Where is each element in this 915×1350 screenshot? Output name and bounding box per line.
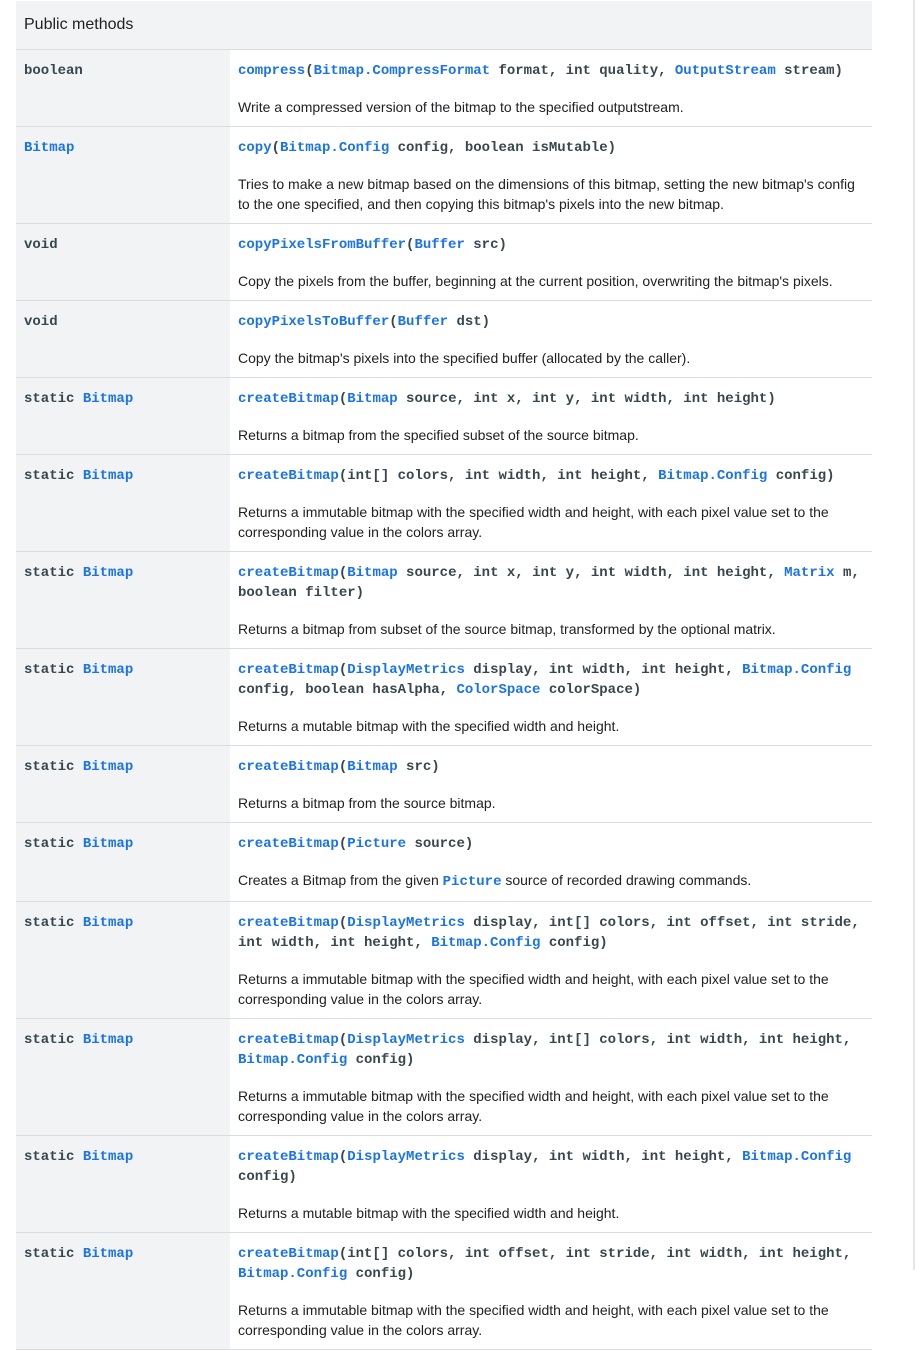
description-text: Returns a bitmap from the source bitmap. xyxy=(238,794,496,811)
signature-text: ( xyxy=(389,313,398,330)
return-type-text: void xyxy=(24,313,58,330)
signature-text: display, int width, int height, xyxy=(464,661,743,678)
signature-text: ( xyxy=(305,62,314,79)
description-text: Returns a immutable bitmap with the specified width and height, with each pixel value set to the corresponding value in the colors array. xyxy=(238,1087,829,1124)
bitmap-config-link[interactable]: Bitmap.Config xyxy=(658,467,768,484)
method-cell xyxy=(230,1135,872,1232)
method-description xyxy=(238,793,864,813)
description-text: Returns a bitmap from the specified subset of the source bitmap. xyxy=(238,426,639,443)
method-signature xyxy=(238,312,864,332)
bitmap-link[interactable]: Bitmap xyxy=(82,564,134,581)
method-cell xyxy=(230,551,872,648)
method-row xyxy=(16,49,872,126)
method-row xyxy=(16,822,872,901)
signature-text: ( xyxy=(338,758,348,775)
return-type-text: boolean xyxy=(24,62,83,79)
displaymetrics-link[interactable]: DisplayMetrics xyxy=(347,914,465,931)
method-row xyxy=(16,745,872,822)
bitmap-link[interactable]: Bitmap xyxy=(82,1031,134,1048)
method-description xyxy=(238,271,864,291)
signature-text: ( xyxy=(338,835,348,852)
method-signature xyxy=(238,563,864,603)
createbitmap-link[interactable]: createBitmap xyxy=(238,1245,339,1262)
bitmap-config-link[interactable]: Bitmap.Config xyxy=(280,139,390,156)
return-type-cell xyxy=(16,1018,230,1135)
compress-link[interactable]: compress xyxy=(238,62,306,79)
description-text: source of recorded drawing commands. xyxy=(501,871,752,888)
bitmap-link[interactable]: Bitmap xyxy=(347,390,398,407)
method-signature xyxy=(238,913,864,953)
bitmap-link[interactable]: Bitmap xyxy=(82,758,134,775)
return-type-cell xyxy=(16,551,230,648)
method-cell xyxy=(230,377,872,454)
colorspace-link[interactable]: ColorSpace xyxy=(456,681,541,698)
return-type-text: static xyxy=(24,390,83,407)
method-signature xyxy=(238,1030,864,1070)
method-cell xyxy=(230,648,872,745)
bitmap-link[interactable]: Bitmap xyxy=(82,661,134,678)
method-signature xyxy=(238,235,864,255)
return-type-cell xyxy=(16,126,230,223)
description-text: Returns a immutable bitmap with the specified width and height, with each pixel value set to the corresponding value in the colors array. xyxy=(238,503,829,540)
return-type-cell xyxy=(16,648,230,745)
signature-text: config) xyxy=(347,1051,415,1068)
signature-text: src) xyxy=(397,758,440,775)
signature-text: (int[] colors, int offset, int stride, int width, int height, xyxy=(338,1245,852,1262)
method-row xyxy=(16,377,872,454)
bitmap-link[interactable]: Bitmap xyxy=(82,467,134,484)
public-methods-table xyxy=(16,1,872,1350)
displaymetrics-link[interactable]: DisplayMetrics xyxy=(347,1148,465,1165)
method-cell xyxy=(230,822,872,901)
table-title: Public methods xyxy=(16,1,872,49)
bitmap-link[interactable]: Bitmap xyxy=(82,390,134,407)
method-description xyxy=(238,174,864,214)
bitmap-config-link[interactable]: Bitmap.Config xyxy=(431,934,541,951)
bitmap-link[interactable]: Bitmap xyxy=(82,835,134,852)
createbitmap-link[interactable]: createBitmap xyxy=(238,1031,339,1048)
signature-text: colorSpace) xyxy=(540,681,642,698)
return-type-text: static xyxy=(24,661,83,678)
bitmap-compressformat-link[interactable]: Bitmap.CompressFormat xyxy=(313,62,491,79)
return-type-text: static xyxy=(24,564,83,581)
createbitmap-link[interactable]: createBitmap xyxy=(238,467,339,484)
description-text: Creates a Bitmap from the given xyxy=(238,871,443,888)
method-cell xyxy=(230,49,872,126)
createbitmap-link[interactable]: createBitmap xyxy=(238,564,339,581)
copy-link[interactable]: copy xyxy=(238,139,272,156)
createbitmap-link[interactable]: createBitmap xyxy=(238,390,339,407)
method-row xyxy=(16,648,872,745)
method-row xyxy=(16,300,872,377)
bitmap-link[interactable]: Bitmap xyxy=(82,914,134,931)
method-description xyxy=(238,716,864,736)
signature-text: source, int x, int y, int width, int height) xyxy=(397,390,776,407)
method-signature xyxy=(238,834,864,854)
return-type-text: static xyxy=(24,1148,83,1165)
outputstream-link[interactable]: OutputStream xyxy=(674,62,776,79)
method-signature xyxy=(238,138,864,158)
copypixelstobuffer-link[interactable]: copyPixelsToBuffer xyxy=(238,313,390,330)
return-type-cell xyxy=(16,454,230,551)
method-signature xyxy=(238,389,864,409)
description-text: Returns a immutable bitmap with the specified width and height, with each pixel value set to the corresponding value in the colors array. xyxy=(238,970,829,1007)
description-text: Returns a immutable bitmap with the specified width and height, with each pixel value set to the corresponding value in the colors array. xyxy=(238,1301,829,1338)
method-description xyxy=(238,969,864,1009)
method-signature xyxy=(238,61,864,81)
bitmap-config-link[interactable]: Bitmap.Config xyxy=(742,661,852,678)
signature-text: format, int quality, xyxy=(490,62,675,79)
signature-text: (int[] colors, int width, int height, xyxy=(338,467,659,484)
method-signature xyxy=(238,757,864,777)
buffer-link[interactable]: Buffer xyxy=(414,236,465,253)
method-row xyxy=(16,1232,872,1349)
bitmap-link[interactable]: Bitmap xyxy=(347,758,398,775)
method-description xyxy=(238,502,864,542)
return-type-cell xyxy=(16,901,230,1018)
method-row xyxy=(16,1018,872,1135)
bitmap-config-link[interactable]: Bitmap.Config xyxy=(742,1148,852,1165)
signature-text: dst) xyxy=(448,313,491,330)
description-text: Write a compressed version of the bitmap to the specified outputstream. xyxy=(238,98,684,115)
description-text: Copy the pixels from the buffer, beginning at the current position, overwriting the bitmap's pixels. xyxy=(238,272,833,289)
signature-text: ( xyxy=(338,1148,348,1165)
description-text: Returns a bitmap from subset of the source bitmap, transformed by the optional matrix. xyxy=(238,620,776,637)
createbitmap-link[interactable]: createBitmap xyxy=(238,1148,339,1165)
displaymetrics-link[interactable]: DisplayMetrics xyxy=(347,661,465,678)
signature-text: ( xyxy=(406,236,415,253)
signature-text: source, int x, int y, int width, int height, xyxy=(397,564,785,581)
method-cell xyxy=(230,1232,872,1349)
signature-text: display, int[] colors, int width, int height, xyxy=(464,1031,852,1048)
createbitmap-link[interactable]: createBitmap xyxy=(238,914,339,931)
method-cell xyxy=(230,223,872,300)
signature-text: ( xyxy=(338,564,348,581)
signature-text: config) xyxy=(238,1168,297,1185)
buffer-link[interactable]: Buffer xyxy=(397,313,449,330)
description-text: Tries to make a new bitmap based on the dimensions of this bitmap, setting the new bitmap's config to the one specified, and then copying this bitmap's pixels into the new bitmap. xyxy=(238,175,855,212)
signature-text: config) xyxy=(540,934,608,951)
method-row xyxy=(16,454,872,551)
description-text: Returns a mutable bitmap with the specified width and height. xyxy=(238,717,620,734)
method-signature xyxy=(238,466,864,486)
return-type-cell xyxy=(16,1232,230,1349)
signature-text: display, int width, int height, xyxy=(464,1148,743,1165)
signature-text: ( xyxy=(271,139,281,156)
return-type-text: static xyxy=(24,1031,83,1048)
signature-text: m, boolean filter) xyxy=(238,564,860,601)
method-cell xyxy=(230,300,872,377)
signature-text: config, boolean hasAlpha, xyxy=(238,681,457,698)
createbitmap-link[interactable]: createBitmap xyxy=(238,661,339,678)
return-type-text: static xyxy=(24,758,83,775)
method-row xyxy=(16,1135,872,1232)
method-cell xyxy=(230,901,872,1018)
method-cell xyxy=(230,454,872,551)
signature-text: source) xyxy=(406,835,474,852)
description-text: Copy the bitmap's pixels into the specified buffer (allocated by the caller). xyxy=(238,349,691,366)
method-description xyxy=(238,1203,864,1223)
signature-text: ( xyxy=(338,1031,348,1048)
method-description xyxy=(238,348,864,368)
signature-text: stream) xyxy=(775,62,843,79)
return-type-cell xyxy=(16,822,230,901)
method-description xyxy=(238,619,864,639)
bitmap-config-link[interactable]: Bitmap.Config xyxy=(238,1051,348,1068)
return-type-cell xyxy=(16,49,230,126)
signature-text: display, int[] colors, int offset, int stride, int width, int height, xyxy=(238,914,860,951)
signature-text: config) xyxy=(767,467,835,484)
return-type-text: static xyxy=(24,914,83,931)
signature-text: src) xyxy=(464,236,507,253)
method-cell xyxy=(230,126,872,223)
createbitmap-link[interactable]: createBitmap xyxy=(238,835,339,852)
signature-text: ( xyxy=(338,390,348,407)
method-cell xyxy=(230,1018,872,1135)
bitmap-link[interactable]: Bitmap xyxy=(24,139,75,156)
createbitmap-link[interactable]: createBitmap xyxy=(238,758,339,775)
copypixelsfrombuffer-link[interactable]: copyPixelsFromBuffer xyxy=(238,236,407,253)
bitmap-link[interactable]: Bitmap xyxy=(82,1148,134,1165)
method-row xyxy=(16,551,872,648)
bitmap-link[interactable]: Bitmap xyxy=(347,564,398,581)
method-description xyxy=(238,97,864,117)
matrix-link[interactable]: Matrix xyxy=(784,564,835,581)
return-type-cell xyxy=(16,223,230,300)
signature-text: config, boolean isMutable) xyxy=(389,139,617,156)
return-type-cell xyxy=(16,745,230,822)
displaymetrics-link[interactable]: DisplayMetrics xyxy=(347,1031,465,1048)
methods-body xyxy=(16,49,872,1349)
table-header-row xyxy=(16,1,872,49)
method-cell xyxy=(230,745,872,822)
signature-text: ( xyxy=(338,661,348,678)
method-signature xyxy=(238,1147,864,1187)
return-type-cell xyxy=(16,377,230,454)
picture-link[interactable]: Picture xyxy=(442,873,502,890)
signature-text: config) xyxy=(347,1265,415,1282)
bitmap-link[interactable]: Bitmap xyxy=(82,1245,134,1262)
method-description xyxy=(238,870,864,892)
return-type-text: void xyxy=(24,236,58,253)
method-signature xyxy=(238,1244,864,1284)
method-row xyxy=(16,901,872,1018)
method-row xyxy=(16,126,872,223)
return-type-text: static xyxy=(24,835,83,852)
method-description xyxy=(238,425,864,445)
return-type-text: static xyxy=(24,1245,83,1262)
signature-text: ( xyxy=(338,914,348,931)
method-description xyxy=(238,1300,864,1340)
description-text: Returns a mutable bitmap with the specified width and height. xyxy=(238,1204,620,1221)
picture-link[interactable]: Picture xyxy=(347,835,407,852)
method-description xyxy=(238,1086,864,1126)
return-type-cell xyxy=(16,1135,230,1232)
method-signature xyxy=(238,660,864,700)
method-row xyxy=(16,223,872,300)
bitmap-config-link[interactable]: Bitmap.Config xyxy=(238,1265,348,1282)
return-type-text: static xyxy=(24,467,83,484)
return-type-cell xyxy=(16,300,230,377)
